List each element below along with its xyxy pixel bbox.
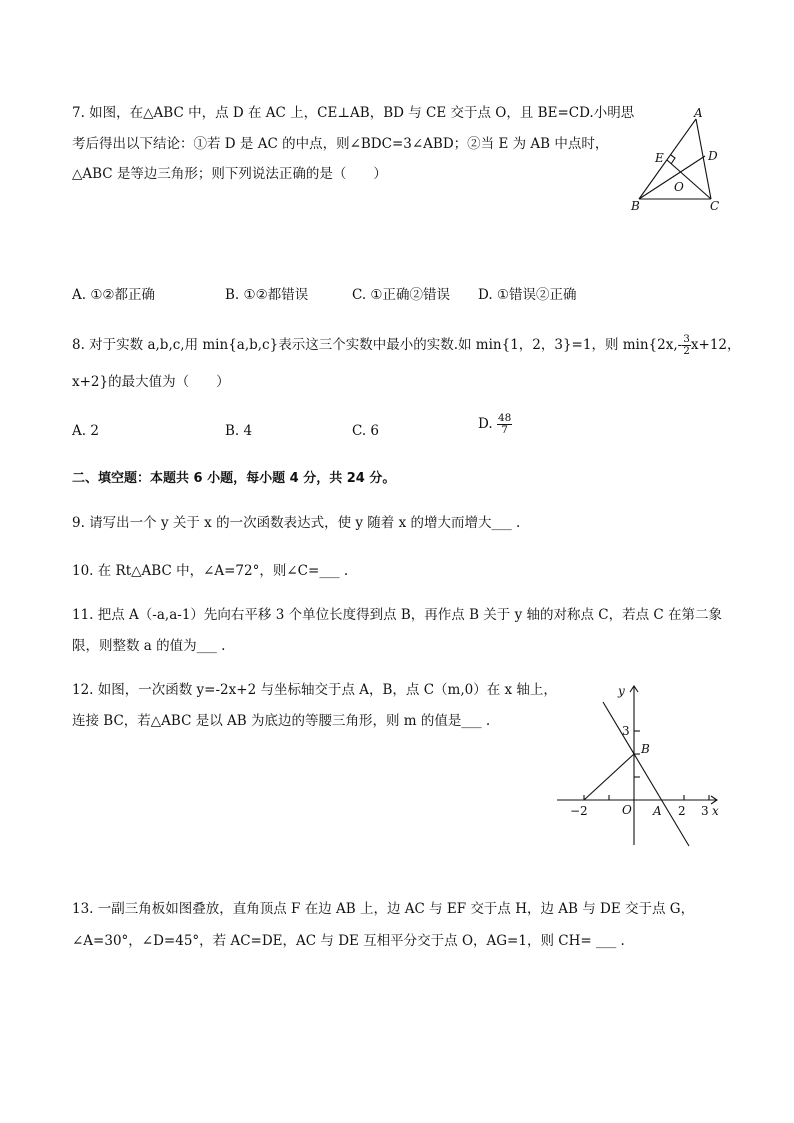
q10-text: 10. 在 Rt△ABC 中，∠A=72°，则∠C=___ . (72, 563, 349, 579)
q7-option-a: A. ①②都正确 (72, 287, 156, 303)
q12-label-x: x (712, 804, 719, 818)
q7-label-O: O (674, 180, 684, 194)
q8-option-c: C. 6 (352, 423, 380, 439)
q7-option-d: D. ①错误②正确 (478, 287, 577, 303)
q7-label-E: E (655, 151, 664, 165)
q8-line-2: x+2}的最大值为（ ） (72, 374, 230, 390)
q8-option-d-numerator: 48 (497, 412, 512, 424)
q7-triangle-figure (628, 104, 738, 214)
q7-option-b: B. ①②都错误 (225, 287, 309, 303)
q12-label-2: 2 (678, 804, 686, 818)
q9-text: 9. 请写出一个 y 关于 x 的一次函数表达式，使 y 随着 x 的增大而增大___ . (72, 515, 521, 531)
section-2-heading: 二、填空题：本题共 6 小题，每小题 4 分，共 24 分。 (72, 471, 396, 486)
q12-label-3y: 3 (622, 724, 630, 738)
q8-option-d-prefix: D. (478, 416, 497, 432)
q7-line-3: △ABC 是等边三角形；则下列说法正确的是（ ） (72, 166, 387, 182)
q12-label-O: O (622, 803, 632, 817)
q11-line-2: 限，则整数 a 的值为___ . (72, 638, 226, 654)
q8-fraction-denominator: 2 (683, 345, 690, 357)
q11-line-1: 11. 把点 A（-a,a-1）先向右平移 3 个单位长度得到点 B，再作点 B 关于 y 轴的对称点 C，若点 C 在第二象 (72, 607, 723, 623)
q8-option-b: B. 4 (225, 423, 253, 439)
q12-label-A: A (653, 804, 662, 818)
q13-line-1: 13. 一副三角板如图叠放，直角顶点 F 在边 AB 上，边 AC 与 EF 交于点 H，边 AB 与 DE 交于点 G， (72, 901, 695, 917)
q8-line-1-end: x+12， (690, 337, 741, 353)
q7-label-A: A (694, 106, 703, 120)
q7-line-1: 7. 如图，在△ABC 中，点 D 在 AC 上，CE⊥AB，BD 与 CE 交于点 O，且 BE=CD.小明思 (72, 105, 635, 121)
q12-line-2: 连接 BC，若△ABC 是以 AB 为底边的等腰三角形，则 m 的值是___ . (72, 713, 491, 729)
q12-line-1: 12. 如图，一次函数 y=-2x+2 与坐标轴交于点 A，B，点 C（m,0）在 x 轴上， (72, 682, 557, 698)
q8-line-1-start: 8. 对于实数 a,b,c,用 min{a,b,c}表示这三个实数中最小的实数.如 min{1，2，3}=1，则 min{2x,- (72, 337, 683, 353)
q12-label-B: B (641, 742, 650, 756)
q8-fraction (682, 334, 691, 357)
q12-label-minus2: −2 (570, 804, 588, 818)
q12-coordinate-figure (555, 680, 725, 850)
q8-line-1 (72, 334, 741, 357)
q8-option-a: A. 2 (72, 423, 99, 439)
q8-option-d (478, 413, 512, 436)
q7-label-C: C (710, 199, 720, 213)
q13-line-2: ∠A=30°，∠D=45°，若 AC=DE，AC 与 DE 互相平分交于点 O，AG=1，则 CH= ___ . (72, 933, 625, 949)
q7-option-c: C. ①正确②错误 (352, 287, 451, 303)
q7-label-B: B (631, 199, 640, 213)
q8-fraction-numerator: 3 (683, 333, 690, 345)
q12-label-y: y (618, 684, 625, 698)
q12-label-3x: 3 (701, 804, 709, 818)
q8-option-d-denominator: 7 (501, 424, 508, 436)
q8-option-d-fraction (497, 413, 512, 436)
q7-line-2: 考后得出以下结论：①若 D 是 AC 的中点，则∠BDC=3∠ABD；②当 E 为 AB 中点时， (72, 136, 609, 152)
q7-label-D: D (708, 149, 718, 163)
